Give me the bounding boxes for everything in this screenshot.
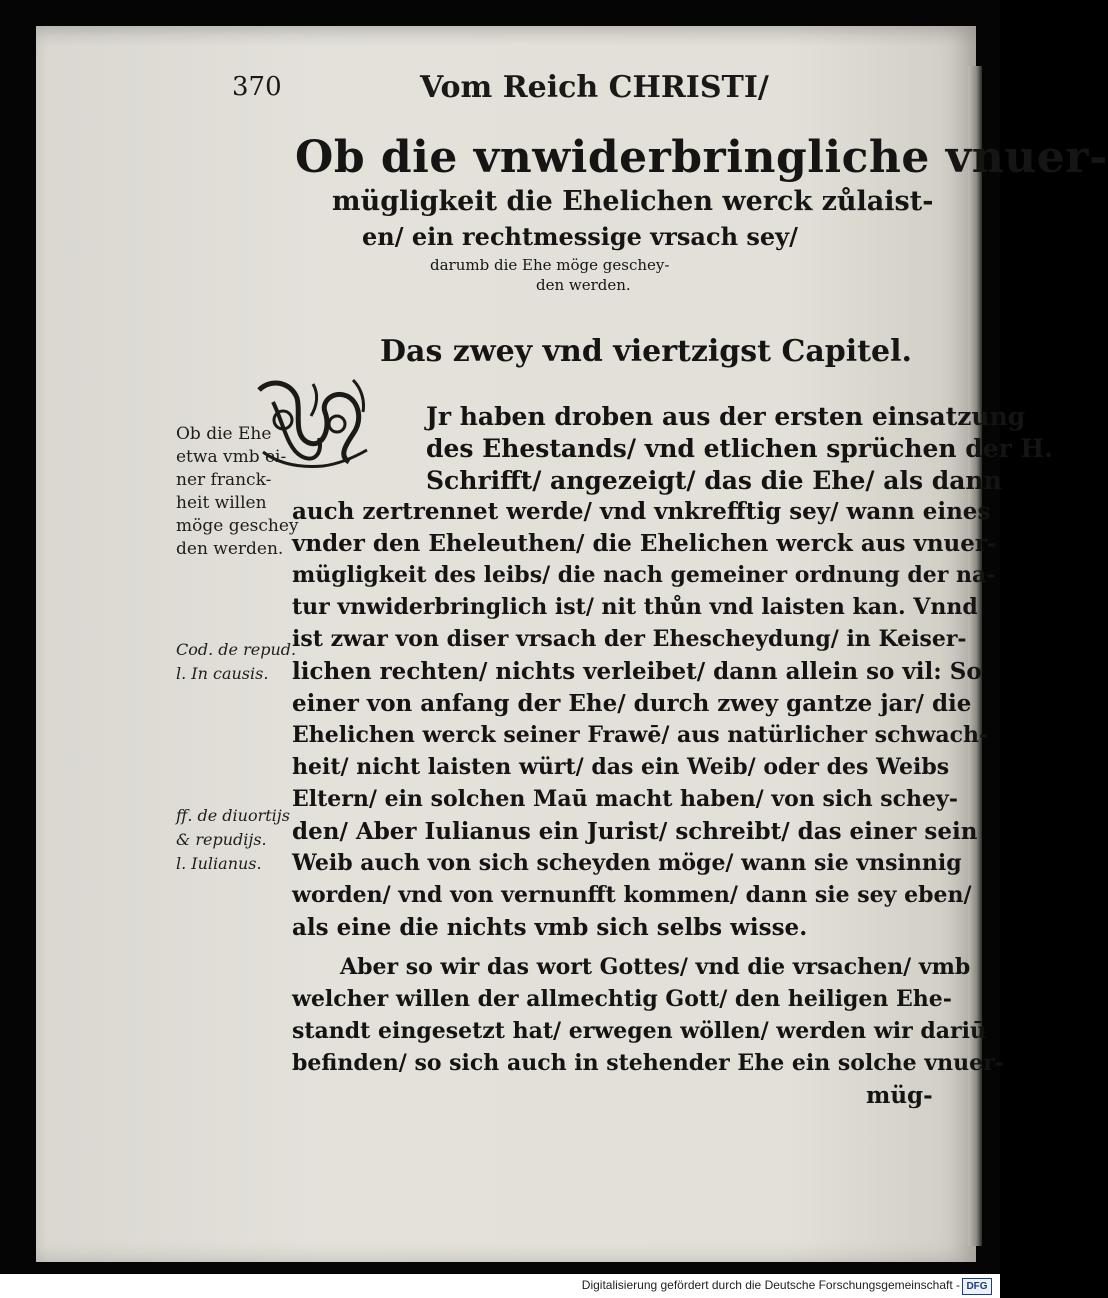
body-line: befinden/ so sich auch in stehender Ehe ein solche vnuer- (292, 1050, 1004, 1076)
body-line: des Ehestands/ vnd etlichen sprüchen der H. (426, 434, 1053, 463)
running-title: Vom Reich CHRISTI/ (420, 70, 769, 105)
body-line: vnder den Eheleuthen/ die Ehelichen werck aus vnuer- (292, 530, 997, 557)
body-line: Aber so wir das wort Gottes/ vnd die vrsachen/ vmb (340, 954, 971, 980)
footer-bar (0, 1274, 1000, 1298)
margin-note-line: ff. de diuortijs (176, 806, 290, 825)
body-line: Weib auch von sich scheyden möge/ wann sie vnsinnig (292, 850, 962, 876)
body-line: Ehelichen werck seiner Frawē/ aus natürlicher schwach- (292, 722, 989, 748)
margin-note-line: l. In causis. (176, 664, 269, 683)
body-line: ist zwar von diser vrsach der Ehescheydung/ in Keiser- (292, 626, 967, 652)
body-line: auch zertrennet werde/ vnd vnkrefftig sey/ wann eines (292, 498, 991, 525)
body-line: einer von anfang der Ehe/ durch zwey gantze jar/ die (292, 690, 972, 717)
margin-note-line: den werden. (176, 539, 284, 559)
body-line: mügligkeit des leibs/ die nach gemeiner ordnung der na- (292, 562, 996, 588)
body-line: heit/ nicht laisten würt/ das ein Weib/ oder des Weibs (292, 754, 950, 780)
chapter-title: Das zwey vnd viertzigst Capitel. (380, 334, 912, 369)
body-line: Eltern/ ein solchen Maū macht haben/ von sich schey- (292, 786, 958, 812)
margin-note-line: & repudijs. (176, 830, 267, 849)
margin-note-line: Cod. de repud. (176, 640, 297, 659)
body-line: als eine die nichts vmb sich selbs wisse. (292, 914, 808, 941)
margin-note-line: Ob die Ehe (176, 424, 272, 444)
body-line: Jr haben droben aus der ersten einsatzung (426, 402, 1026, 431)
heading-line-5: den werden. (536, 276, 631, 294)
margin-note-line: l. Iulianus. (176, 854, 262, 873)
heading-line-3: en/ ein rechtmessige vrsach sey/ (362, 222, 798, 251)
margin-note-line: etwa vmb ei- (176, 447, 287, 467)
body-line: lichen rechten/ nichts verleibet/ dann allein so vil: So (292, 658, 982, 685)
heading-line-1: Ob die vnwiderbringliche vnuer- (295, 132, 1108, 183)
catchword: müg- (866, 1082, 933, 1109)
dfg-logo: DFG (962, 1278, 992, 1295)
margin-note-line: möge geschey (176, 516, 299, 536)
body-line: standt eingesetzt hat/ erwegen wöllen/ werden wir dariū (292, 1018, 986, 1044)
body-line: tur vnwiderbringlich ist/ nit thůn vnd laisten kan. Vnnd (292, 594, 978, 620)
page-number: 370 (232, 72, 282, 102)
heading-line-2: mügligkeit die Ehelichen werck zůlaist- (332, 186, 934, 217)
body-line: worden/ vnd von vernunfft kommen/ dann sie sey eben/ (292, 882, 972, 908)
body-line: welcher willen der allmechtig Gott/ den heiligen Ehe- (292, 986, 952, 1012)
running-head (0, 66, 1000, 110)
body-line: den/ Aber Iulianus ein Jurist/ schreibt/ das einer sein (292, 818, 978, 845)
heading-line-4: darumb die Ehe möge geschey- (430, 256, 670, 274)
funding-notice: Digitalisierung gefördert durch die Deutsche Forschungsgemeinschaft - (581, 1278, 960, 1292)
margin-note-line: heit willen (176, 493, 267, 513)
body-line: Schrifft/ angezeigt/ das die Ehe/ als dann (426, 466, 1002, 495)
margin-note-line: ner franck- (176, 470, 272, 490)
